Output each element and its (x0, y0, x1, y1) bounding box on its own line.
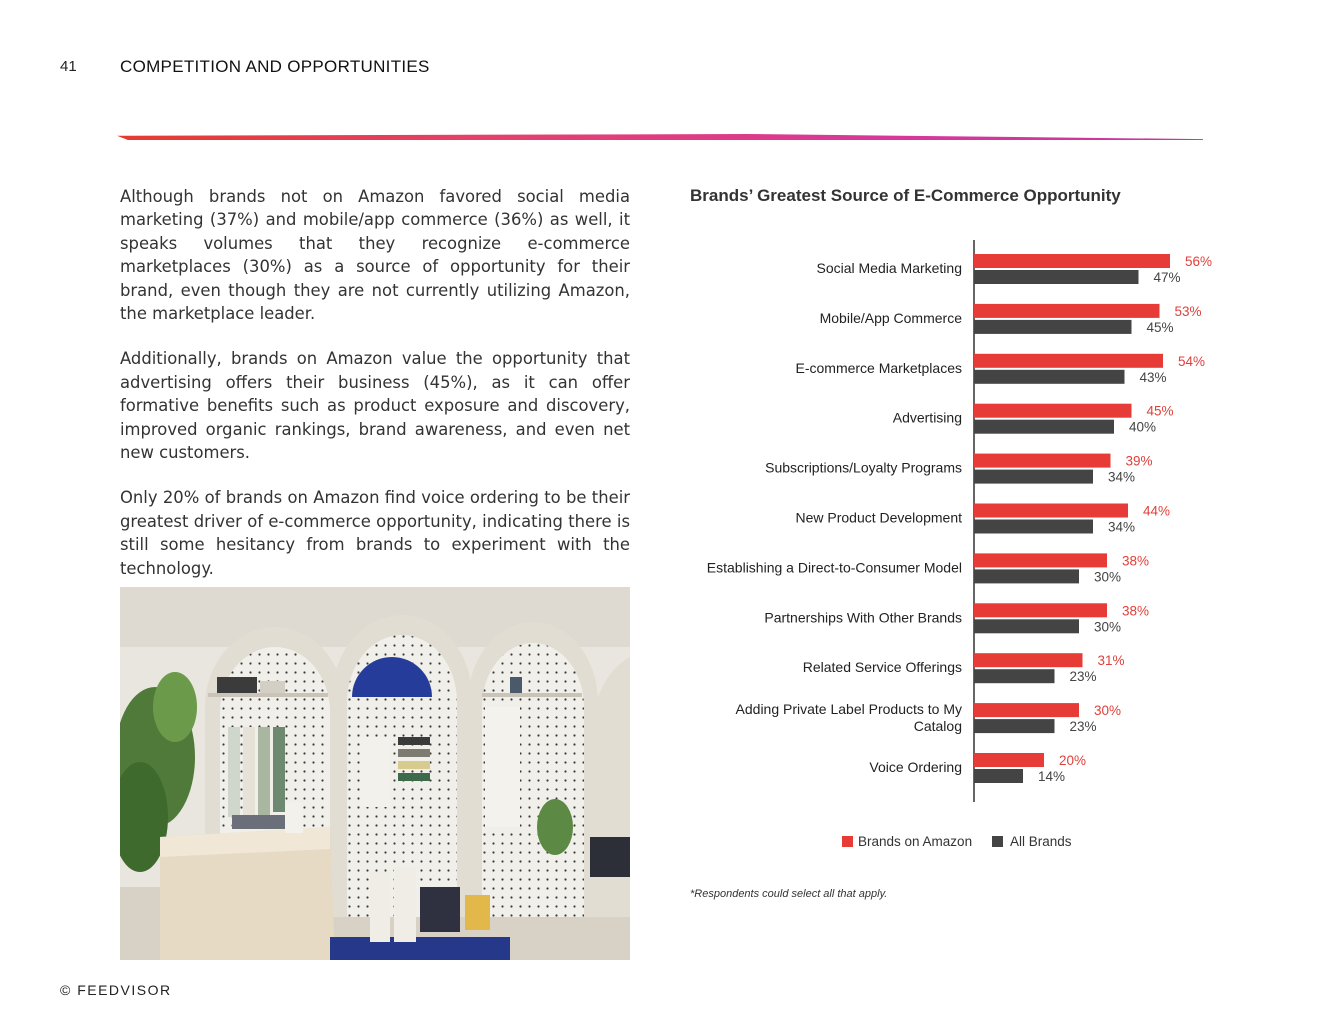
data-label-brands-on-amazon: 38% (1122, 553, 1150, 569)
legend-swatch-all-brands (992, 836, 1003, 847)
category-label: Subscriptions/Loyalty Programs (765, 459, 962, 476)
data-label-all-brands: 23% (1069, 669, 1097, 685)
bar-brands-on-amazon (974, 653, 1083, 667)
legend-swatch-brands-on-amazon (842, 836, 853, 847)
data-label-all-brands: 30% (1094, 569, 1122, 585)
data-label-brands-on-amazon: 56% (1185, 254, 1213, 269)
legend-label-all-brands: All Brands (1010, 834, 1072, 849)
data-label-all-brands: 30% (1094, 619, 1122, 635)
bar-all-brands (974, 370, 1125, 384)
bar-all-brands (974, 320, 1132, 334)
bar-all-brands (974, 669, 1055, 683)
data-label-brands-on-amazon: 30% (1094, 703, 1122, 719)
page-number: 41 (60, 58, 77, 75)
bar-brands-on-amazon (974, 553, 1107, 567)
data-label-brands-on-amazon: 31% (1097, 653, 1125, 669)
data-label-all-brands: 23% (1069, 719, 1097, 735)
data-label-brands-on-amazon: 54% (1178, 353, 1206, 369)
bar-brands-on-amazon (974, 404, 1132, 418)
category-label: New Product Development (795, 509, 962, 526)
bar-all-brands (974, 569, 1079, 583)
category-label: Related Service Offerings (802, 659, 962, 676)
category-label: Establishing a Direct-to-Consumer Model (706, 559, 962, 576)
data-label-brands-on-amazon: 53% (1174, 303, 1202, 319)
paragraph-3: Only 20% of brands on Amazon find voice ordering to be their greatest driver of e-commerce opportunity, indicating there is still some hesitancy from brands to experiment with the technology. (120, 488, 630, 578)
bar-brands-on-amazon (974, 703, 1079, 717)
bar-brands-on-amazon (974, 254, 1170, 268)
bar-all-brands (974, 619, 1079, 633)
bar-brands-on-amazon (974, 504, 1128, 518)
bar-brands-on-amazon (974, 454, 1111, 468)
gradient-divider (117, 134, 1203, 140)
bar-brands-on-amazon (974, 304, 1160, 318)
data-label-brands-on-amazon: 38% (1122, 603, 1150, 619)
category-label: Voice Ordering (869, 759, 962, 775)
data-label-all-brands: 40% (1129, 419, 1157, 435)
paragraph-2: Additionally, brands on Amazon value the opportunity that advertising offers their business (45%), as it can offer formative benefits such as product exposure and discovery, improved organic rankings, brand awareness, and even net new customers. (120, 349, 630, 463)
data-label-all-brands: 45% (1146, 319, 1174, 335)
bar-brands-on-amazon (974, 603, 1107, 617)
legend-label-brands-on-amazon: Brands on Amazon (858, 834, 973, 849)
data-label-brands-on-amazon: 20% (1059, 753, 1087, 768)
bar-all-brands (974, 420, 1114, 434)
category-label: E-commerce Marketplaces (795, 359, 962, 376)
bar-chart (660, 230, 1280, 870)
category-label: Social Media Marketing (816, 260, 962, 276)
bar-all-brands (974, 769, 1023, 783)
paragraph-1: Although brands not on Amazon favored social media marketing (37%) and mobile/app commerce (36%) as well, it speaks volumes that they recognize e-commerce marketplaces (30%) as a source of opportunity for their brand, even though they are not currently utilizing Amazon, the marketplace leader. (120, 187, 630, 324)
chart-footnote: *Respondents could select all that apply. (690, 888, 888, 900)
section-title: COMPETITION AND OPPORTUNITIES (120, 57, 430, 76)
data-label-brands-on-amazon: 39% (1125, 453, 1153, 469)
data-label-all-brands: 43% (1139, 369, 1167, 385)
bar-all-brands (974, 470, 1093, 484)
copyright: © FEEDVISOR (60, 982, 172, 998)
body-text (120, 185, 630, 602)
bar-brands-on-amazon (974, 753, 1044, 767)
data-label-brands-on-amazon: 44% (1143, 503, 1171, 519)
bar-all-brands (974, 270, 1139, 284)
category-label: Partnerships With Other Brands (764, 609, 962, 626)
data-label-brands-on-amazon: 45% (1146, 403, 1174, 419)
data-label-all-brands: 34% (1108, 519, 1136, 535)
chart-title: Brands’ Greatest Source of E-Commerce Opportunity (690, 186, 1121, 205)
category-label: Mobile/App Commerce (819, 309, 962, 326)
category-label: Advertising (892, 409, 962, 426)
category-label: Adding Private Label Products to My Catalog (735, 701, 962, 735)
data-label-all-brands: 47% (1153, 270, 1181, 285)
store-photo (120, 587, 630, 960)
bar-all-brands (974, 520, 1093, 534)
data-label-all-brands: 34% (1108, 469, 1136, 485)
data-label-all-brands: 14% (1038, 769, 1066, 784)
bar-brands-on-amazon (974, 354, 1163, 368)
bar-all-brands (974, 719, 1055, 733)
